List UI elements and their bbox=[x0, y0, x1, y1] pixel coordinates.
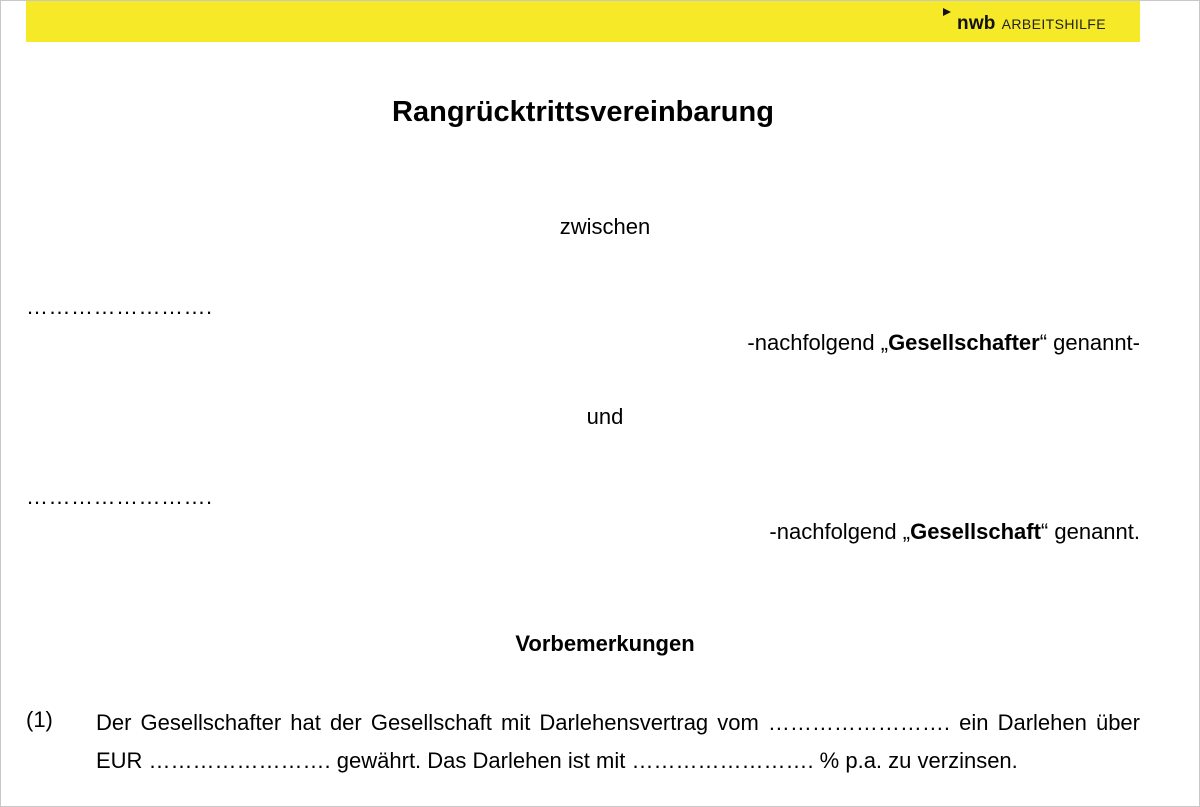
party1-designation-pre: -nachfolgend „ bbox=[747, 330, 889, 355]
party1-placeholder: ……………………. bbox=[26, 294, 213, 319]
brand-subtitle: ARBEITSHILFE bbox=[1001, 16, 1106, 32]
party1-designation bbox=[747, 330, 1140, 356]
party1-designation-term: Gesellschafter bbox=[888, 330, 1040, 355]
party2-placeholder: ……………………. bbox=[26, 484, 213, 509]
party1-designation-post: “ genannt- bbox=[1039, 330, 1140, 355]
play-arrow-icon bbox=[943, 8, 951, 16]
nwb-logo bbox=[957, 13, 1106, 35]
party2-designation-pre: -nachfolgend „ bbox=[769, 519, 911, 544]
party2-designation-post: “ genannt. bbox=[1040, 519, 1140, 544]
paragraph-text: Der Gesellschafter hat der Gesellschaft mit Darlehensvertrag vom ……………………. ein Darlehen über EUR ……………………. gewährt. Das Darlehen ist mit ……………………. % p.a. zu verzinsen. bbox=[96, 710, 1140, 773]
document-title: Rangrücktrittsvereinbarung bbox=[392, 96, 774, 128]
and-label: und bbox=[586, 404, 624, 429]
paragraph-number: (1) bbox=[26, 707, 53, 732]
section-heading: Vorbemerkungen bbox=[515, 631, 695, 656]
brand-name: nwb bbox=[957, 13, 996, 34]
party2-designation bbox=[769, 519, 1140, 545]
header-bar bbox=[26, 1, 1140, 42]
party2-designation-term: Gesellschaft bbox=[910, 519, 1041, 544]
between-label: zwischen bbox=[559, 214, 651, 239]
